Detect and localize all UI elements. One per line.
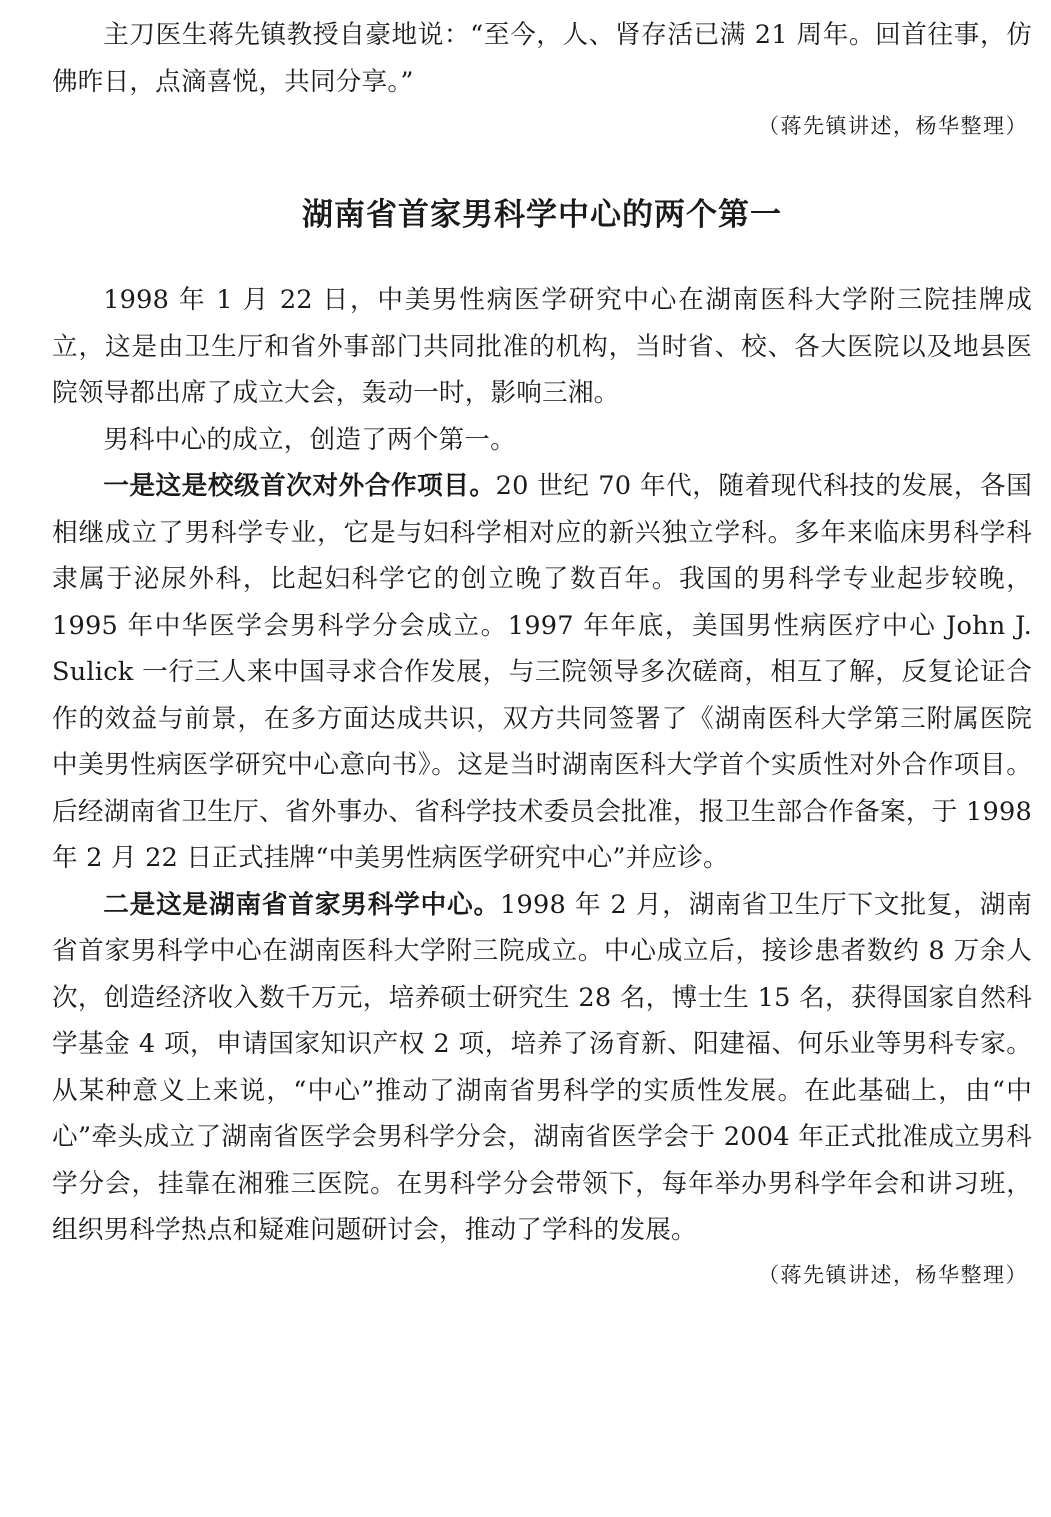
point-two-body: 1998 年 2 月，湖南省卫生厅下文批复，湖南省首家男科学中心在湖南医科大学附三院成立。中心成立后，接诊患者数约 8 万余人次，创造经济收入数千万元，培养硕士研究生 28 名，博士生 15 名，获得国家自然科学基金 4 项，申请国家知识产权 2 项，培养了汤育新、阳建福、何乐业等男科专家。从某种意义上来说，“中心”推动了湖南省男科学的实质性发展。在此基础上，由“中心”牵头成立了湖南省医学会男科学分会，湖南省医学会于 2004 年正式批准成立男科学分会，挂靠在湘雅三医院。在男科学分会带领下，每年举办男科学年会和讲习班，组织男科学热点和疑难问题研讨会，推动了学科的发展。	[52, 889, 1032, 1245]
point-one-body: 20 世纪 70 年代，随着现代科技的发展，各国相继成立了男科学专业，它是与妇科学相对应的新兴独立学科。多年来临床男科学科隶属于泌尿外科，比起妇科学它的创立晚了数百年。我国的男科学专业起步较晚，1995 年中华医学会男科学分会成立。1997 年年底，美国男性病医疗中心 John J. Sulick 一行三人来中国寻求合作发展，与三院领导多次磋商，相互了解，反复论证合作的效益与前景，在多方面达成共识，双方共同签署了《湖南医科大学第三附属医院中美男性病医学研究中心意向书》。这是当时湖南医科大学首个实质性对外合作项目。后经湖南省卫生厅、省外事办、省科学技术委员会批准，报卫生部合作备案，于 1998 年 2 月 22 日正式挂牌“中美男性病医学研究中心”并应诊。	[52, 471, 1032, 873]
article-paragraph-1: 1998 年 1 月 22 日，中美男性病医学研究中心在湖南医科大学附三院挂牌成立，这是由卫生厅和省外事部门共同批准的机构，当时省、校、各大医院以及地县医院领导都出席了成立大会，轰动一时，影响三湘。	[52, 285, 1032, 408]
point-one-heading: 一是这是校级首次对外合作项目。	[103, 471, 496, 501]
document-page	[52, 12, 1032, 1292]
intro-credit: （蒋先镇讲述，杨华整理）	[758, 114, 1028, 138]
point-two-heading: 二是这是湖南省首家男科学中心。	[103, 889, 500, 920]
article-paragraph-4	[52, 882, 1032, 1254]
article-paragraph-3	[52, 463, 1032, 882]
article-paragraph-2: 男科中心的成立，创造了两个第一。	[103, 424, 516, 455]
intro-paragraph: 主刀医生蒋先镇教授自豪地说：“至今，人、肾存活已满 21 周年。回首往事，仿佛昨日，点滴喜悦，共同分享。”	[52, 20, 1032, 97]
article-title: 湖南省首家男科学中心的两个第一	[302, 197, 782, 233]
article-credit: （蒋先镇讲述，杨华整理）	[758, 1262, 1028, 1287]
